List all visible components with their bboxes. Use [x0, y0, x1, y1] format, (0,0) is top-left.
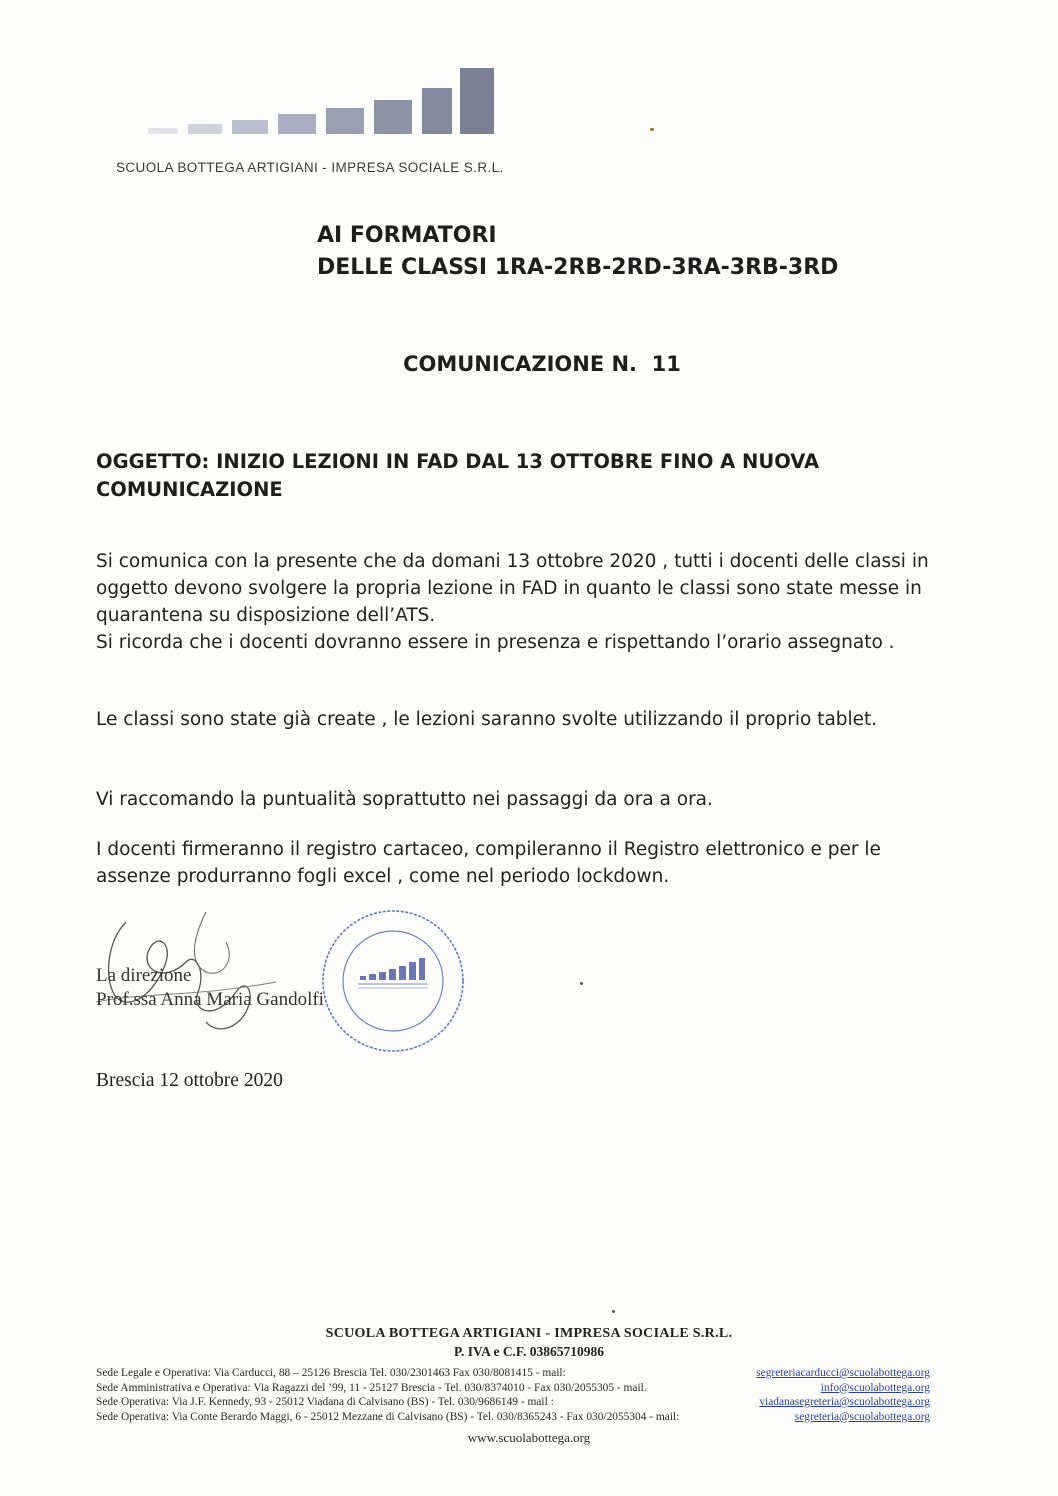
- footer-company-name: SCUOLA BOTTEGA ARTIGIANI - IMPRESA SOCIALE S.R.L.: [325, 1326, 733, 1341]
- signature-role: La direzione: [96, 965, 192, 986]
- body-paragraph-1-line-1: Si comunica con la presente che da domani 13 ottobre 2020 , tutti i docenti delle classi in oggetto devono svolgere la propria lezione in FAD in quanto le classi sono state messe in quarantena su disposizione dell’ATS.: [96, 551, 929, 626]
- footer-email-link[interactable]: segreteria@scuolabottega.org: [794, 1410, 930, 1423]
- signature-name: Prof.ssa Anna Maria Gandolfi: [96, 989, 324, 1010]
- footer-address-line: [96, 1410, 930, 1425]
- footer-email-link[interactable]: segreteriacarducci@scuolabottega.org: [756, 1367, 930, 1379]
- footer-email-link[interactable]: viadanasegreteria@scuolabottega.org: [759, 1396, 930, 1408]
- subject-heading: OGGETTO: INIZIO LEZIONI IN FAD DAL 13 OTTOBRE FINO A NUOVA COMUNICAZIONE: [96, 450, 820, 501]
- footer-address-line: [96, 1395, 930, 1410]
- body-paragraph-3: Vi raccomando la puntualità soprattutto nei passaggi da ora a ora.: [96, 789, 713, 810]
- signature-block: [96, 964, 324, 1012]
- body-paragraph-1: [96, 548, 936, 656]
- logo-company-name: SCUOLA BOTTEGA ARTIGIANI - IMPRESA SOCIALE S.R.L.: [116, 160, 504, 175]
- scan-speck: [612, 1310, 615, 1313]
- footer-email-link[interactable]: info@scuolabottega.org: [820, 1381, 930, 1394]
- body-paragraph-1-line-2: Si ricorda che i docenti dovranno essere in presenza e rispettando l’orario assegnato .: [96, 632, 895, 653]
- communication-title: COMUNICAZIONE N. 11: [403, 352, 681, 376]
- footer-address-line: [96, 1381, 930, 1396]
- footer-vat: P. IVA e C.F. 03865710986: [454, 1344, 604, 1359]
- scan-speck: [580, 982, 583, 985]
- footer-address-text: Sede Amministrativa e Operativa: Via Ragazzi del ’99, 11 - 25127 Brescia - Tel. 030/8374010 - Fax 030/2055305 - mail.: [96, 1381, 647, 1394]
- addressee-line-2: DELLE CLASSI 1RA-2RB-2RD-3RA-3RB-3RD: [317, 255, 839, 280]
- addressee-block: [317, 220, 838, 284]
- footer-address-text: Sede Operativa: Via J.F. Kennedy, 93 - 25012 Viadana di Calvisano (BS) - Tel. 030/9686149 - mail :: [96, 1396, 554, 1408]
- document-date: Brescia 12 ottobre 2020: [96, 1070, 283, 1091]
- footer-header: [0, 1326, 1058, 1360]
- footer-address-line: [96, 1366, 930, 1381]
- footer-address-text: Sede Legale e Operativa: Via Carducci, 88 – 25126 Brescia Tel. 030/2301463 Fax 030/8081415 - mail:: [96, 1367, 566, 1379]
- addressee-line-1: AI FORMATORI: [317, 223, 497, 248]
- body-paragraph-2: Le classi sono state già create , le lezioni saranno svolte utilizzando il proprio tablet.: [96, 709, 878, 730]
- school-logo-icon: [148, 66, 498, 138]
- body-paragraph-4: I docenti firmeranno il registro cartaceo, compileranno il Registro elettronico e per le assenze produrranno fogli excel , come nel periodo lockdown.: [96, 839, 881, 887]
- scan-speck: [650, 128, 654, 131]
- footer-website[interactable]: www.scuolabottega.org: [467, 1430, 591, 1445]
- footer-addresses: [96, 1366, 930, 1424]
- footer-address-text: Sede Operativa: Via Conte Berardo Maggi, 6 - 25012 Mezzane di Calvisano (BS) - Tel. 030/8365243 - Fax 030/2055304 - mail:: [96, 1410, 680, 1423]
- company-stamp-icon: [318, 906, 468, 1056]
